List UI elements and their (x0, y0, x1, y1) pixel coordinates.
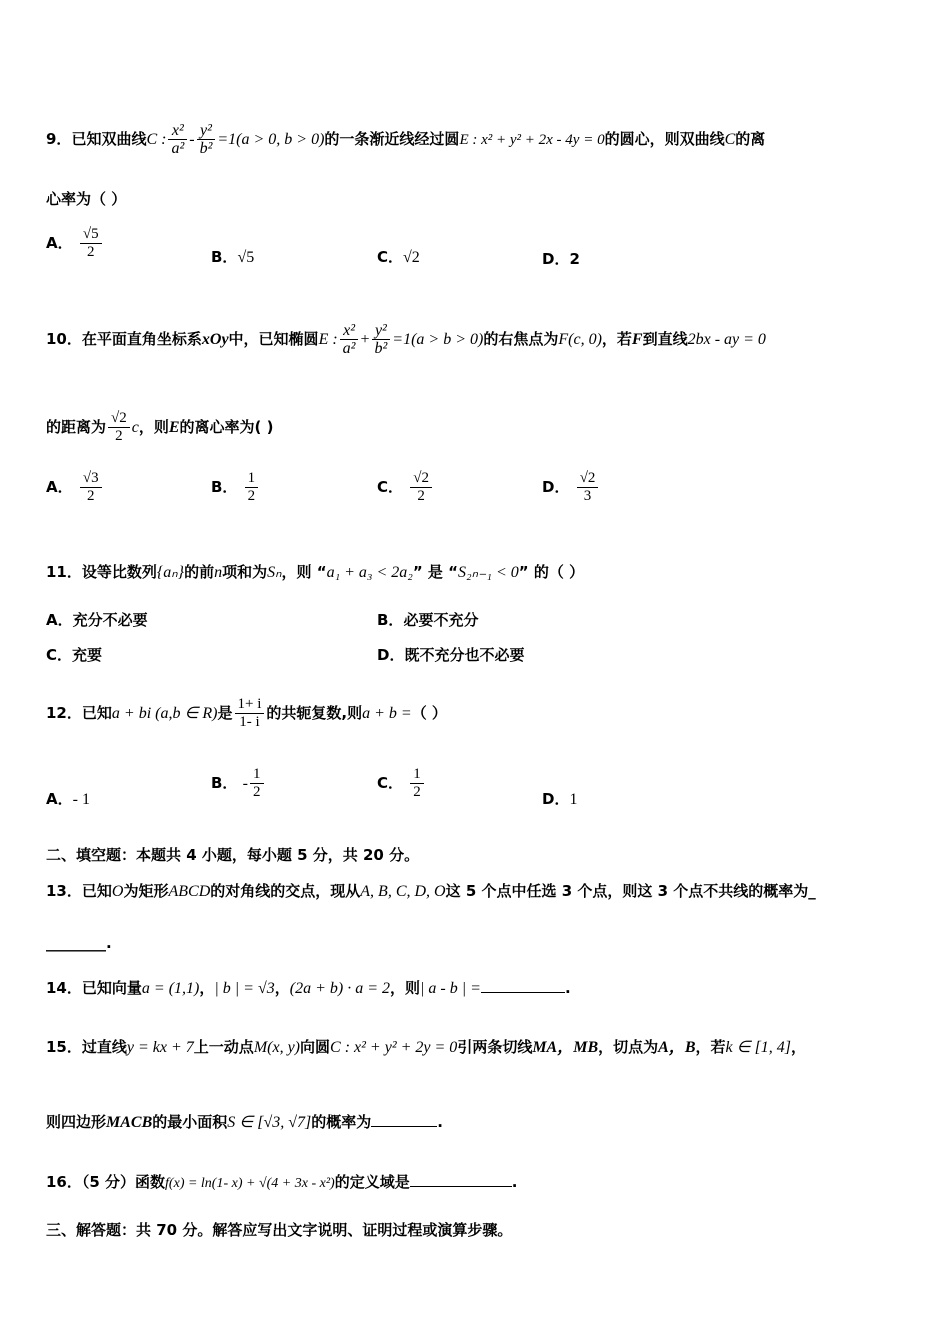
q14-text-pre: 已知向量 (81, 979, 142, 997)
q12-option-b-den: 2 (253, 784, 261, 800)
q11-inequality-1: a₁ + a₃ < 2a₂ (326, 564, 413, 581)
q14-answer-blank[interactable] (481, 978, 565, 993)
q9-option-c-label: C． (377, 248, 404, 266)
q12-line1 (46, 696, 910, 731)
q9-option-a[interactable] (46, 226, 104, 261)
q9-text-post: 的圆心，则双曲线 (604, 130, 725, 148)
q10-line2 (46, 410, 910, 445)
q9-b2: b² (199, 140, 213, 157)
q14-difference-norm: | a - b | = (420, 980, 481, 997)
q10-focus: F(c, 0) (558, 331, 602, 348)
q14-sep2: ， (274, 979, 290, 997)
q10-b2: b² (374, 340, 388, 357)
q10-xoy: xOy (201, 331, 229, 348)
q10-option-d-frac (577, 470, 599, 505)
q11-text-mid4: ” 是 “ (412, 563, 459, 581)
q15-s-range: S ∈ [√3, √7] (227, 1114, 312, 1131)
q14-dot-product: (2a + b) · a = 2 (289, 980, 390, 997)
q12-option-b-frac (250, 766, 264, 801)
q13-text-pre: 已知 (81, 882, 112, 900)
q9-line1 (46, 122, 910, 157)
q11-text-mid3: ，则 “ (281, 563, 327, 581)
q12-number: 12． (46, 704, 82, 722)
q10-dist-frac (108, 410, 130, 445)
q16-answer-blank[interactable] (410, 1172, 512, 1187)
q16-number: 16． (46, 1173, 82, 1191)
q15-tangent-points: A，B (658, 1039, 696, 1056)
q9-minus: - (189, 131, 195, 148)
q9-a2: a² (171, 140, 185, 157)
q15-point-m: M(x, y) (253, 1039, 300, 1056)
q12-text-mid2: 的共轭复数,则 (266, 704, 363, 722)
q11-number: 11． (46, 563, 82, 581)
q11-option-a-text: 充分不必要 (72, 611, 148, 629)
q10-option-a-den: 2 (86, 488, 95, 504)
q16-function: f(x) = ln(1- x) + √(4 + 3x - x²) (165, 1176, 335, 1191)
q11-option-b[interactable] (377, 609, 478, 630)
q10-option-c-frac (410, 470, 432, 505)
q12-frac-num: 1+ i (235, 696, 265, 714)
q12-option-b[interactable] (211, 766, 266, 801)
section-3-heading: 三、解答题：共 70 分。解答应写出文字说明、证明过程或演算步骤。 (46, 1221, 513, 1239)
q13-o: O (111, 883, 124, 900)
q9-option-b-value: √5 (237, 249, 255, 266)
q9-option-b-label: B． (211, 248, 238, 266)
q11-option-b-label: B． (377, 611, 404, 629)
q15-text-line2a: 则四边形 (46, 1113, 107, 1131)
q15-text-mid5: ，若 (695, 1038, 726, 1056)
q16-text-mid: 的定义域是 (334, 1173, 410, 1191)
q10-option-b-frac (245, 470, 259, 505)
q12-option-a[interactable] (46, 788, 90, 809)
q10-option-a-frac (80, 470, 102, 505)
q15-number: 15． (46, 1038, 82, 1056)
q11-option-d[interactable] (377, 644, 524, 665)
q12-option-c[interactable] (377, 766, 426, 801)
q10-text-mid2: 的右焦点为 (483, 330, 559, 348)
q12-frac-den: 1- i (239, 714, 260, 730)
q10-text-mid3: ，若 (601, 330, 632, 348)
q13-abcd: ABCD (168, 883, 211, 900)
q9-y2: y² (197, 122, 216, 140)
q10-frac-x (340, 322, 359, 357)
q12-option-a-value: - 1 (72, 791, 90, 808)
q12-fraction (235, 696, 265, 731)
q10-option-b[interactable] (211, 470, 260, 505)
q13-text-end: 这 5 个点中任选 3 个点，则这 3 个点不共线的概率为_ (445, 882, 816, 900)
q14-text-end: . (564, 979, 571, 997)
q10-text-mid4: 到直线 (642, 330, 688, 348)
q16-text-pre: （5 分）函数 (81, 1173, 166, 1191)
q9-option-a-den: 2 (86, 244, 95, 260)
q9-c: C (724, 131, 736, 148)
q16-line1 (46, 1172, 910, 1194)
q13-number: 13． (46, 882, 82, 900)
q12-text-pre: 已知 (81, 704, 112, 722)
q16-text-end: . (511, 1173, 518, 1191)
q10-option-a-label: A． (46, 478, 73, 496)
q9-x2: x² (168, 122, 187, 140)
q10-option-c-num: √2 (410, 470, 432, 488)
q10-y2: y² (372, 322, 391, 340)
q10-x2: x² (340, 322, 359, 340)
q15-text-mid2: 向圆 (300, 1038, 331, 1056)
q10-option-a[interactable] (46, 470, 104, 505)
q14-sep1: ， (199, 979, 215, 997)
q11-sequence: {aₙ} (156, 564, 185, 581)
q12-option-c-label: C． (377, 774, 404, 792)
q13-answer-blank[interactable]: ________. (46, 934, 112, 952)
q10-f: F (631, 331, 643, 348)
q11-option-c[interactable] (46, 644, 102, 665)
q10-option-d[interactable] (542, 470, 600, 505)
q10-e2: E (168, 419, 180, 436)
q14-vector-a: a = (1,1) (141, 980, 200, 997)
q12-sum: a + b = (362, 705, 412, 722)
q12-option-a-label: A． (46, 790, 73, 808)
q10-option-b-label: B． (211, 478, 238, 496)
q11-option-a[interactable] (46, 609, 148, 630)
q11-text-end: ” 的（ ） (518, 563, 585, 581)
q14-vector-b-norm: | b | = √3 (214, 980, 275, 997)
q12-option-c-num: 1 (410, 766, 424, 784)
q10-text-mid1: 中，已知椭圆 (228, 330, 319, 348)
q9-option-a-label: A． (46, 234, 73, 252)
q10-frac-y (372, 322, 391, 357)
q13-text-mid1: 为矩形 (123, 882, 169, 900)
q15-line1 (46, 1037, 910, 1058)
q13-points: A, B, C, D, O (360, 883, 446, 900)
q9-option-d-label: D． (542, 250, 570, 268)
q10-text-line2a: 的距离为 (46, 418, 107, 436)
q15-text-line2c: 的概率为 (311, 1113, 372, 1131)
q12-option-c-frac (410, 766, 424, 801)
q12-expression: a + bi (a,b ∈ R) (111, 705, 218, 722)
q11-option-c-text: 充要 (72, 646, 103, 664)
q13-text-mid2: 的对角线的交点，现从 (210, 882, 361, 900)
q12-text-mid1: 是 (217, 704, 233, 722)
q11-option-a-label: A． (46, 611, 73, 629)
q12-option-b-sign: - (242, 775, 248, 792)
q15-tangents: MA，MB (532, 1039, 599, 1056)
q12-option-d-value: 1 (569, 791, 578, 808)
q12-option-b-label: B． (211, 774, 238, 792)
q11-text-mid1: 的前 (184, 563, 215, 581)
q9-text-pre: 已知双曲线 (71, 130, 147, 148)
q11-text-mid2: 项和为 (222, 563, 268, 581)
q10-text-pre: 在平面直角坐标系 (81, 330, 202, 348)
q15-text-mid1: 上一动点 (193, 1038, 254, 1056)
q11-option-d-label: D． (377, 646, 405, 664)
q10-option-d-label: D． (542, 478, 570, 496)
q14-number: 14． (46, 979, 82, 997)
q10-option-c-label: C． (377, 478, 404, 496)
q10-dist-c: c (131, 419, 139, 436)
q10-dist-num: √2 (108, 410, 130, 428)
q10-condition: =1(a > b > 0) (392, 331, 484, 348)
q11-option-c-label: C． (46, 646, 73, 664)
q10-line1 (46, 322, 910, 357)
q10-number: 10． (46, 330, 82, 348)
q15-circle-eq: C : x² + y² + 2y = 0 (330, 1039, 458, 1056)
q15-macb: MACB (106, 1114, 153, 1131)
q10-option-a-num: √3 (80, 470, 102, 488)
q13-line1 (46, 881, 910, 902)
q10-a2: a² (342, 340, 356, 357)
q10-dist-den: 2 (115, 428, 123, 444)
q9-circle-eq: E : x² + y² + 2x - 4y = 0 (459, 132, 605, 148)
q11-inequality-2: S₂ₙ₋₁ < 0 (458, 564, 519, 581)
q11-text-pre: 设等比数列 (81, 563, 157, 581)
section-2-heading: 二、填空题：本题共 4 小题，每小题 5 分，共 20 分。 (46, 846, 420, 864)
q9-condition: =1(a > 0, b > 0) (217, 131, 325, 148)
q15-k-range: k ∈ [1, 4] (725, 1039, 792, 1056)
q12-option-d[interactable] (542, 788, 577, 809)
q15-answer-blank[interactable] (371, 1112, 437, 1127)
q10-plus: + (360, 331, 370, 348)
q11-option-b-text: 必要不充分 (403, 611, 479, 629)
q12-option-c-den: 2 (413, 784, 421, 800)
q9-option-b[interactable] (211, 246, 254, 267)
q9-frac-x (168, 122, 187, 157)
q12-option-d-label: D． (542, 790, 570, 808)
q10-option-b-den: 2 (247, 488, 256, 504)
q11-n: n (214, 564, 223, 581)
q10-option-c[interactable] (377, 470, 434, 505)
q15-text-line2d: . (437, 1113, 443, 1131)
q9-text-end: 的离 (735, 130, 766, 148)
q14-text-mid: ，则 (390, 979, 421, 997)
q9-text-mid: 的一条渐近线经过圆 (324, 130, 460, 148)
q15-text-line2b: 的最小面积 (152, 1113, 228, 1131)
q10-option-d-den: 3 (583, 488, 592, 504)
q9-option-a-frac (80, 226, 102, 261)
q15-line2 (46, 1112, 910, 1133)
q10-line-eq: 2bx - ay = 0 (687, 331, 766, 348)
q11-option-d-text: 既不充分也不必要 (404, 646, 525, 664)
q9-option-c[interactable] (377, 246, 420, 267)
q9-option-c-value: √2 (403, 249, 420, 266)
q10-text-line2b: ，则 (138, 418, 169, 436)
q9-line2: 心率为（ ） (46, 190, 127, 208)
q9-option-d-value: 2 (569, 250, 580, 268)
q15-line-eq: y = kx + 7 (126, 1039, 194, 1056)
q10-option-d-num: √2 (577, 470, 599, 488)
q9-option-d[interactable] (542, 248, 580, 269)
q15-text-mid4: ，切点为 (598, 1038, 659, 1056)
q9-number: 9． (46, 130, 72, 148)
q10-e-label: E : (318, 331, 338, 348)
q11-sn: Sₙ (267, 564, 282, 581)
q15-text-end: ， (791, 1038, 807, 1056)
q9-frac-y (197, 122, 216, 157)
q12-option-b-num: 1 (250, 766, 264, 784)
q9-curve-label: C : (146, 131, 167, 148)
q9-option-a-num: √5 (80, 226, 102, 244)
q10-text-line2c: 的离心率为( ) (179, 418, 274, 436)
q15-text-mid3: 引两条切线 (457, 1038, 533, 1056)
q11-line1 (46, 562, 910, 583)
q15-text-pre: 过直线 (81, 1038, 127, 1056)
q12-text-end: （ ） (411, 704, 447, 722)
q10-option-c-den: 2 (417, 488, 425, 504)
q10-option-b-num: 1 (245, 470, 259, 488)
q14-line1 (46, 978, 910, 999)
